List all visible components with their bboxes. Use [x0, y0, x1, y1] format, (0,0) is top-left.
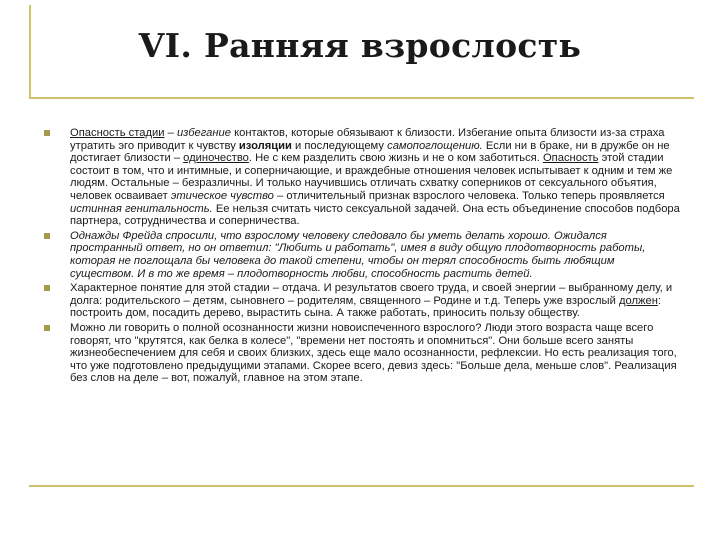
- square-bullet-icon: [44, 325, 50, 331]
- square-bullet-icon: [44, 233, 50, 239]
- bullet-text-segment: и последующему: [291, 139, 388, 152]
- bullet-list: [40, 127, 680, 387]
- bullet-text-segment: Опасность стадии: [70, 127, 165, 139]
- bullet-text-segment: самопоглощению.: [387, 139, 483, 152]
- bullet-text-segment: Характерное понятие для этой стадии – отдача. И результатов своего труда, и своей энергии – выбранному делу, и долга: родительского – детям, сыновнего – родителям, священного – Родине и т.д. Теперь уже взрослый: [70, 282, 673, 307]
- bullet-text-segment: : построить дом, посадить дерево, вырастить сына. А также работать, приносить пользу обществу.: [70, 294, 661, 320]
- slide-title: VI. Ранняя взрослость: [138, 26, 582, 65]
- bullet-text-segment: этическое чувство: [170, 189, 274, 202]
- bullet-text-segment: изоляции: [238, 139, 292, 152]
- bullet-text-segment: . Не с кем разделить свою жизнь и не о ком заботиться.: [248, 152, 543, 165]
- bullet-text-segment: избегание: [176, 127, 231, 139]
- square-bullet-icon: [44, 130, 50, 136]
- bullet-text-segment: одиночество: [183, 152, 249, 165]
- bullet-text-segment: Ее нельзя считать чисто сексуальной задачей. Она есть объединение способов подбора партнера, сотрудничества и соперничества.: [70, 202, 680, 228]
- bullet-text-segment: Можно ли говорить о полной осознанности жизни новоиспеченного взрослого? Люди этого возраста чаще всего говорят, что "крутятся, как белка в колесе", "времени нет постоять и опомниться". Они больше всего заняты жизнеобеспечением для себя и своих близких, здесь еще мало осознанности, рефлексии. Но есть реализация того, что уже подготовлено предыдущими этапами. Скорее всего, девиз здесь: "Больше дела, меньше слов". Реализация без слов на деле – вот, пожалуй, главное на этом этапе.: [70, 321, 677, 385]
- bullet-text-segment: контактов, которые обязывают к близости. Избегание опыта близости из-за страха утратить эго приводит к чувству: [70, 127, 665, 152]
- bullet-text-segment: –: [164, 127, 177, 139]
- bullet-text-segment: истинная генитальность.: [70, 202, 213, 215]
- decorative-vertical-rule: [29, 5, 31, 97]
- bullet-text-segment: – отличительный признак взрослого человека. Только теперь проявляется: [273, 189, 665, 202]
- bullet-text-segment: Если ни в браке, ни в дружбе он не достигает близости –: [70, 139, 670, 165]
- bullet-text-segment: Однажды Фрейда спросили, что взрослому человеку следовало бы уметь делать хорошо. Ожидался пространный ответ, но он ответил: "Любить и работать", имея в виду общую плодотворность работы, которая не поглощала бы человека до такой степени, чтобы он терял способность быть любящим существом. И в то же время – плодотворность любви, способность растить детей.: [70, 229, 646, 280]
- decorative-top-rule: [29, 97, 694, 99]
- square-bullet-icon: [44, 285, 50, 291]
- bullet-item: [40, 127, 680, 228]
- bullet-text-segment: этой стадии состоит в том, что и интимные, и соперничающие, и враждебные отношения человек испытывает к одним и тем же людям. Остальные – безразличны. И только научившись отличать схватку соперников от сексуального объятия, человек осваивает: [70, 152, 673, 202]
- decorative-bottom-rule: [29, 485, 694, 487]
- bullet-text-segment: Опасность: [542, 152, 599, 165]
- bullet-item: [40, 282, 680, 320]
- bullet-item: [40, 230, 680, 280]
- bullet-text-segment: должен: [618, 294, 658, 307]
- bullet-item: [40, 322, 680, 385]
